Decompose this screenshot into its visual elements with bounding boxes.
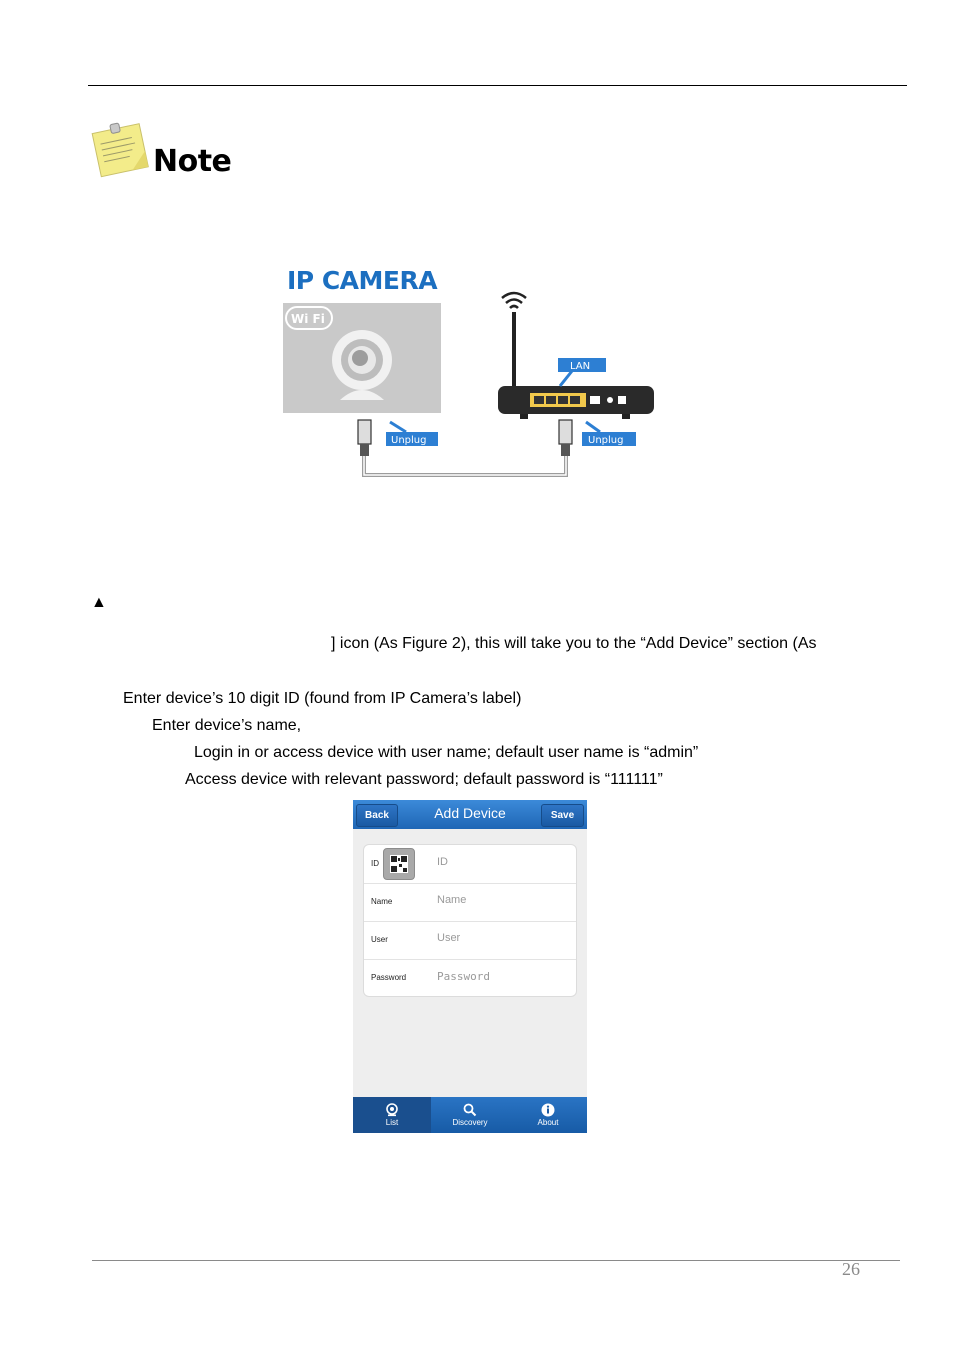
- screen-title: Add Device: [434, 805, 506, 821]
- camera-title: IP CAMERA: [287, 266, 438, 295]
- sticky-note-icon: [88, 118, 154, 180]
- lan-label: [558, 358, 606, 386]
- wifi-badge-label: Wi Fi: [291, 312, 325, 326]
- router-icon: [498, 293, 654, 419]
- network-diagram: [280, 280, 660, 490]
- instruction-id: Enter device’s 10 digit ID (found from IP Camera’s label): [123, 690, 522, 707]
- header-rule: [88, 85, 907, 86]
- tab-about[interactable]: [509, 1097, 587, 1133]
- save-button[interactable]: Save: [541, 804, 584, 827]
- webcam-icon: [384, 1103, 400, 1117]
- user-row[interactable]: [364, 921, 576, 960]
- svg-text:LAN: LAN: [570, 361, 591, 372]
- ethernet-plug-right-icon: [559, 420, 572, 456]
- name-input[interactable]: Name: [437, 894, 467, 906]
- instruction-name: Enter device’s name,: [152, 717, 302, 734]
- tab-discovery[interactable]: [431, 1097, 509, 1133]
- footer-rule: [92, 1260, 900, 1261]
- tab-list[interactable]: [353, 1097, 431, 1133]
- bullet-triangle: ▲: [91, 594, 107, 611]
- add-device-screenshot: [353, 800, 587, 1133]
- user-input[interactable]: User: [437, 932, 461, 944]
- svg-text:Unplug: Unplug: [391, 435, 427, 446]
- ethernet-plug-left-icon: [358, 420, 371, 456]
- instruction-line-1: ] icon (As Figure 2), this will take you to the “Add Device” section (As: [331, 635, 817, 652]
- page-number: 26: [842, 1259, 860, 1279]
- id-input[interactable]: ID: [437, 856, 448, 868]
- instruction-user: Login in or access device with user name; default user name is “admin”: [194, 744, 699, 761]
- svg-text:Unplug: Unplug: [588, 435, 624, 446]
- qr-scan-icon[interactable]: [383, 848, 415, 880]
- user-label: User: [371, 935, 388, 944]
- phone-header: [353, 800, 587, 829]
- search-icon: [462, 1103, 478, 1117]
- back-button[interactable]: Back: [356, 804, 398, 827]
- unplug-label-left: [386, 422, 438, 446]
- wifi-badge-icon: [286, 307, 332, 329]
- name-label: Name: [371, 897, 393, 906]
- name-row[interactable]: [364, 883, 576, 922]
- info-icon: [540, 1103, 556, 1117]
- device-form: [363, 844, 577, 997]
- instruction-password: Access device with relevant password; default password is “111111”: [185, 771, 663, 788]
- id-row[interactable]: [364, 845, 576, 884]
- password-label: Password: [371, 973, 407, 982]
- tab-discovery-label: Discovery: [452, 1118, 488, 1127]
- tab-list-label: List: [385, 1118, 399, 1127]
- webcam-icon: [332, 330, 392, 400]
- tab-about-label: About: [537, 1118, 559, 1127]
- id-label: ID: [371, 859, 379, 868]
- password-row[interactable]: [364, 959, 576, 997]
- unplug-label-right: [582, 422, 636, 446]
- password-input[interactable]: Password: [437, 970, 490, 983]
- tab-bar: [353, 1097, 587, 1133]
- note-title: Note: [153, 144, 232, 179]
